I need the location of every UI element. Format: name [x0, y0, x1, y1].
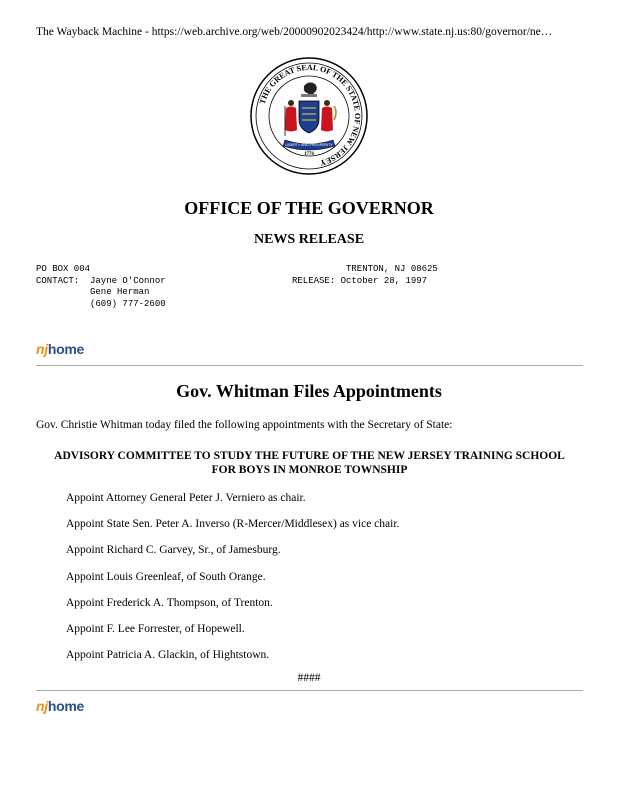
end-mark: #### [297, 672, 321, 684]
committee-line-1: ADVISORY COMMITTEE TO STUDY THE FUTURE OF THE NEW JERSEY TRAINING SCHOOL [54, 450, 565, 462]
home-logo-text: home [47, 341, 84, 357]
divider-top [36, 365, 583, 366]
release-date: RELEASE: October 28, 1997 [292, 275, 428, 286]
headline: Gov. Whitman Files Appointments [176, 381, 442, 401]
appointments-list [66, 491, 399, 674]
committee-line-2: FOR BOYS IN MONROE TOWNSHIP [211, 464, 408, 476]
list-item: Appoint State Sen. Peter A. Inverso (R-Mercer/Middlesex) as vice chair. [66, 518, 400, 531]
list-item: Appoint F. Lee Forrester, of Hopewell. [66, 622, 245, 635]
contact-secondary: Gene Herman [36, 287, 150, 297]
nj-home-link-bottom[interactable] [36, 698, 84, 714]
list-item: Appoint Attorney General Peter J. Verniero as chair. [66, 492, 306, 504]
contact-phone: (609) 777-2600 [36, 298, 166, 309]
seal-banner-text: LIBERTY AND PROSPERITY [285, 143, 333, 147]
seal-year: 1776 [304, 152, 314, 157]
list-item: Appoint Louis Greenleaf, of South Orange. [66, 570, 266, 583]
contact-block-right [292, 264, 438, 287]
nj-home-link-top[interactable] [36, 341, 84, 357]
news-release-label: NEWS RELEASE [253, 232, 365, 247]
contact-block-left [36, 264, 166, 310]
seal-ring-text: THE GREAT SEAL OF THE STATE OF NEW JERSEY [257, 62, 363, 168]
po-box: PO BOX 004 [36, 264, 91, 274]
intro-text: Gov. Christie Whitman today filed the following appointments with the Secretary of State: [36, 419, 453, 431]
divider-bottom [36, 690, 583, 691]
list-item: Appoint Patricia A. Glackin, of Hightstown. [66, 649, 270, 662]
home-logo-text: home [47, 698, 84, 714]
list-item: Appoint Richard C. Garvey, Sr., of Jamesburg. [66, 544, 281, 557]
archive-url-header: The Wayback Machine - https://web.archive.org/web/20000902023424/http://www.state.nj.us:80/governor/ne… [36, 26, 553, 38]
nj-logo-mark: nj [36, 341, 48, 357]
list-item: Appoint Frederick A. Thompson, of Trenton. [66, 596, 273, 609]
office-title: OFFICE OF THE GOVERNOR [184, 198, 434, 218]
location: TRENTON, NJ 08625 [292, 264, 438, 274]
committee-heading [36, 449, 583, 477]
contact-line: CONTACT: Jayne O'Connor [36, 275, 166, 286]
new-jersey-state-seal [249, 56, 369, 176]
nj-logo-mark: nj [36, 698, 48, 714]
